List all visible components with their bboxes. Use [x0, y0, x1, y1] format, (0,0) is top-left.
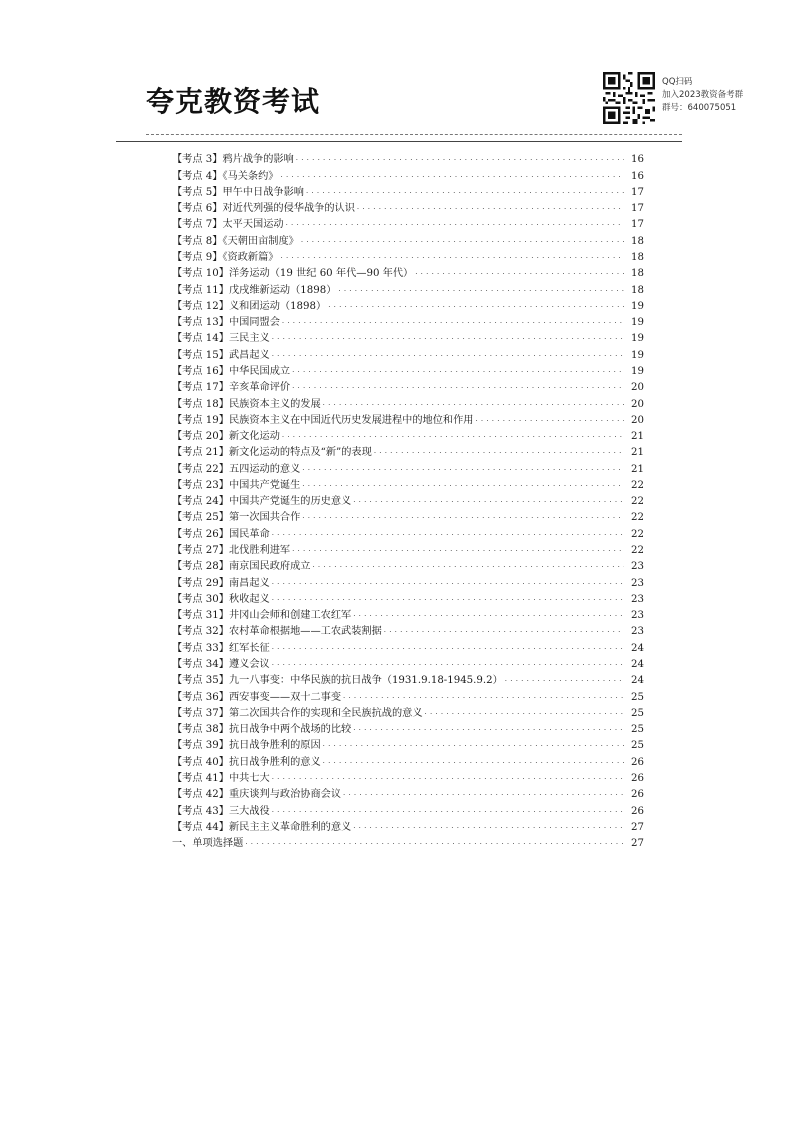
- toc-entry-label: 【考点 14】三民主义: [172, 333, 270, 345]
- toc-entry-page: 23: [631, 610, 644, 622]
- qr-scan-label: QQ扫码: [662, 77, 693, 87]
- toc-entry[interactable]: [172, 149, 644, 165]
- toc-entry[interactable]: [172, 279, 644, 295]
- toc-entry-label: 【考点 34】遵义会议: [172, 659, 270, 670]
- toc-entry[interactable]: [172, 768, 644, 784]
- toc-entry-page: 17: [631, 203, 644, 215]
- toc-entry-page: 25: [631, 740, 644, 752]
- toc-entry-label: 【考点 5】甲午中日战争影响: [172, 186, 304, 198]
- toc-entry-page: 24: [631, 675, 644, 687]
- toc-entry-page: 19: [631, 333, 644, 345]
- toc-entry-page: 22: [631, 545, 644, 557]
- toc-leader-dots: [301, 234, 624, 246]
- toc-entry[interactable]: [172, 165, 644, 181]
- toc-entry[interactable]: [172, 198, 644, 214]
- toc-entry-page: 25: [631, 691, 644, 703]
- toc-entry[interactable]: [172, 230, 644, 246]
- toc-entry-page: 24: [631, 659, 644, 670]
- toc-entry-page: 23: [631, 593, 644, 605]
- table-of-contents: [172, 149, 644, 849]
- toc-entry[interactable]: [172, 637, 644, 653]
- toc-entry[interactable]: [172, 361, 644, 377]
- toc-entry-label: 【考点 23】中国共产党诞生: [172, 479, 301, 491]
- toc-entry[interactable]: [172, 833, 644, 849]
- toc-leader-dots: [312, 559, 624, 571]
- toc-leader-dots: [323, 397, 624, 409]
- toc-leader-dots: [292, 364, 624, 376]
- toc-entry-label: 【考点 39】抗日战争胜利的原因: [172, 740, 321, 752]
- toc-leader-dots: [272, 348, 624, 360]
- toc-entry-page: 23: [631, 626, 644, 638]
- toc-entry-label: 【考点 25】第一次国共合作: [172, 512, 301, 524]
- toc-entry-label: 【考点 9】《资政新篇》: [172, 251, 279, 263]
- toc-entry[interactable]: [172, 523, 644, 539]
- toc-entry-label: 【考点 3】鸦片战争的影响: [172, 154, 294, 166]
- header-divider: [116, 141, 682, 142]
- toc-entry-page: 16: [631, 170, 644, 182]
- toc-entry[interactable]: [172, 670, 644, 686]
- toc-leader-dots: [425, 706, 624, 718]
- toc-entry[interactable]: [172, 182, 644, 198]
- header-divider-dashed: [146, 134, 682, 135]
- toc-entry[interactable]: [172, 621, 644, 637]
- toc-leader-dots: [245, 836, 624, 848]
- toc-entry[interactable]: [172, 328, 644, 344]
- toc-entry-page: 22: [631, 496, 644, 508]
- toc-entry-page: 22: [631, 528, 644, 540]
- toc-entry[interactable]: [172, 214, 644, 230]
- toc-leader-dots: [292, 380, 624, 392]
- toc-leader-dots: [374, 445, 624, 457]
- toc-entry-label: 【考点 17】辛亥革命评价: [172, 382, 291, 394]
- toc-entry-page: 19: [631, 317, 644, 329]
- toc-entry[interactable]: [172, 344, 644, 360]
- toc-leader-dots: [323, 738, 624, 750]
- toc-entry-page: 19: [631, 300, 644, 312]
- toc-leader-dots: [475, 413, 624, 425]
- toc-entry-page: 17: [631, 219, 644, 231]
- toc-leader-dots: [286, 217, 624, 229]
- toc-leader-dots: [272, 771, 624, 783]
- toc-entry-page: 26: [631, 789, 644, 801]
- toc-entry-page: 21: [631, 463, 644, 475]
- toc-entry-label: 一、单项选择题: [172, 838, 244, 850]
- toc-entry-page: 21: [631, 431, 644, 443]
- toc-entry-label: 【考点 16】中华民国成立: [172, 365, 291, 377]
- toc-entry[interactable]: [172, 426, 644, 442]
- toc-entry[interactable]: [172, 377, 644, 393]
- toc-entry[interactable]: [172, 540, 644, 556]
- toc-entry-label: 【考点 4】《马关条约》: [172, 170, 279, 182]
- toc-entry-page: 25: [631, 707, 644, 719]
- toc-entry-page: 23: [631, 561, 644, 573]
- toc-entry-label: 【考点 10】洋务运动（19 世纪 60 年代—90 年代）: [172, 268, 414, 280]
- toc-leader-dots: [353, 608, 624, 620]
- toc-entry[interactable]: [172, 442, 644, 458]
- toc-entry[interactable]: [172, 735, 644, 751]
- toc-leader-dots: [343, 690, 624, 702]
- toc-leader-dots: [296, 152, 624, 164]
- toc-entry-page: 21: [631, 447, 644, 459]
- toc-entry-page: 19: [631, 365, 644, 377]
- toc-entry[interactable]: [172, 410, 644, 426]
- toc-leader-dots: [384, 624, 624, 636]
- toc-leader-dots: [272, 804, 624, 816]
- toc-entry-page: 24: [631, 642, 644, 654]
- toc-entry-label: 【考点 43】三大战役: [172, 805, 270, 817]
- toc-entry[interactable]: [172, 556, 644, 572]
- toc-entry-page: 18: [631, 284, 644, 296]
- toc-entry-label: 【考点 40】抗日战争胜利的意义: [172, 756, 321, 768]
- toc-entry[interactable]: [172, 719, 644, 735]
- toc-leader-dots: [302, 478, 624, 490]
- toc-entry-page: 18: [631, 235, 644, 247]
- toc-entry-page: 27: [631, 821, 644, 833]
- toc-entry-label: 【考点 37】第二次国共合作的实现和全民族抗战的意义: [172, 707, 423, 719]
- toc-entry[interactable]: [172, 817, 644, 833]
- toc-entry-label: 【考点 33】红军长征: [172, 642, 270, 654]
- toc-leader-dots: [292, 543, 624, 555]
- brand-title: 夸克教资考试: [146, 85, 321, 118]
- toc-entry-page: 26: [631, 756, 644, 768]
- toc-entry[interactable]: [172, 312, 644, 328]
- toc-entry[interactable]: [172, 296, 644, 312]
- toc-entry-page: 17: [631, 186, 644, 198]
- toc-entry-label: 【考点 35】九一八事变：中华民族的抗日战争（1931.9.18-1945.9.2）: [172, 675, 503, 687]
- toc-entry[interactable]: [172, 507, 644, 523]
- toc-entry-label: 【考点 38】抗日战争中两个战场的比较: [172, 724, 352, 736]
- toc-leader-dots: [343, 787, 624, 799]
- toc-leader-dots: [353, 722, 624, 734]
- qr-info: [662, 76, 743, 115]
- toc-entry[interactable]: [172, 458, 644, 474]
- toc-entry-label: 【考点 6】对近代列强的侵华战争的认识: [172, 203, 355, 215]
- toc-leader-dots: [415, 266, 624, 278]
- toc-entry-label: 【考点 12】义和团运动（1898）: [172, 300, 327, 312]
- qr-code-icon: [603, 72, 655, 124]
- toc-entry[interactable]: [172, 654, 644, 670]
- toc-entry[interactable]: [172, 393, 644, 409]
- toc-leader-dots: [272, 592, 624, 604]
- toc-entry-label: 【考点 44】新民主主义革命胜利的意义: [172, 821, 352, 833]
- toc-entry-label: 【考点 8】《天朝田亩制度》: [172, 235, 299, 247]
- toc-entry-label: 【考点 32】农村革命根据地——工农武装割据: [172, 626, 382, 638]
- toc-entry[interactable]: [172, 491, 644, 507]
- toc-leader-dots: [272, 331, 624, 343]
- toc-leader-dots: [272, 641, 624, 653]
- toc-entry-page: 22: [631, 479, 644, 491]
- toc-leader-dots: [282, 315, 624, 327]
- toc-leader-dots: [306, 185, 624, 197]
- toc-entry-page: 26: [631, 772, 644, 784]
- toc-leader-dots: [353, 820, 624, 832]
- toc-entry-page: 27: [631, 838, 644, 850]
- toc-entry-page: 20: [631, 398, 644, 410]
- toc-entry-page: 18: [631, 268, 644, 280]
- toc-entry[interactable]: [172, 784, 644, 800]
- toc-entry-label: 【考点 22】五四运动的意义: [172, 463, 301, 475]
- toc-entry-label: 【考点 26】国民革命: [172, 528, 270, 540]
- toc-entry-label: 【考点 29】南昌起义: [172, 577, 270, 589]
- toc-leader-dots: [328, 299, 624, 311]
- toc-leader-dots: [302, 462, 624, 474]
- toc-entry-label: 【考点 36】西安事变——双十二事变: [172, 691, 342, 703]
- toc-entry-page: 23: [631, 577, 644, 589]
- toc-leader-dots: [272, 527, 624, 539]
- toc-entry-label: 【考点 21】新文化运动的特点及“新”的表现: [172, 447, 372, 459]
- toc-leader-dots: [338, 283, 624, 295]
- toc-entry-label: 【考点 31】井冈山会师和创建工农红军: [172, 610, 352, 622]
- toc-entry[interactable]: [172, 605, 644, 621]
- toc-entry-page: 19: [631, 349, 644, 361]
- toc-leader-dots: [272, 657, 624, 669]
- toc-leader-dots: [281, 250, 625, 262]
- toc-entry-label: 【考点 24】中国共产党诞生的历史意义: [172, 496, 352, 508]
- toc-leader-dots: [272, 576, 624, 588]
- toc-entry-label: 【考点 30】秋收起义: [172, 593, 270, 605]
- toc-entry[interactable]: [172, 800, 644, 816]
- toc-entry[interactable]: [172, 686, 644, 702]
- qr-join-label: 加入2023教资备考群: [662, 90, 744, 100]
- toc-leader-dots: [357, 201, 624, 213]
- toc-entry[interactable]: [172, 589, 644, 605]
- toc-entry[interactable]: [172, 247, 644, 263]
- toc-leader-dots: [323, 755, 624, 767]
- toc-leader-dots: [282, 429, 624, 441]
- toc-entry[interactable]: [172, 475, 644, 491]
- toc-entry-page: 20: [631, 414, 644, 426]
- toc-entry[interactable]: [172, 263, 644, 279]
- toc-leader-dots: [505, 673, 624, 685]
- toc-entry-label: 【考点 7】太平天国运动: [172, 219, 284, 231]
- toc-entry-label: 【考点 27】北伐胜利进军: [172, 545, 291, 557]
- toc-entry[interactable]: [172, 751, 644, 767]
- toc-entry-label: 【考点 13】中国同盟会: [172, 317, 280, 329]
- toc-entry-label: 【考点 20】新文化运动: [172, 431, 280, 443]
- toc-entry-label: 【考点 11】戊戌维新运动（1898）: [172, 284, 337, 296]
- toc-entry-page: 20: [631, 382, 644, 394]
- toc-leader-dots: [302, 510, 624, 522]
- toc-entry-label: 【考点 18】民族资本主义的发展: [172, 398, 321, 410]
- toc-entry-page: 18: [631, 251, 644, 263]
- toc-leader-dots: [353, 494, 624, 506]
- toc-entry[interactable]: [172, 703, 644, 719]
- toc-entry-label: 【考点 28】南京国民政府成立: [172, 561, 311, 573]
- qr-group-number: 群号：640075051: [662, 103, 737, 113]
- toc-entry-page: 16: [631, 154, 644, 166]
- toc-entry-label: 【考点 41】中共七大: [172, 772, 270, 784]
- toc-entry-page: 25: [631, 724, 644, 736]
- toc-entry-page: 22: [631, 512, 644, 524]
- toc-entry-page: 26: [631, 805, 644, 817]
- toc-entry[interactable]: [172, 572, 644, 588]
- toc-entry-label: 【考点 42】重庆谈判与政治协商会议: [172, 789, 342, 801]
- toc-entry-label: 【考点 19】民族资本主义在中国近代历史发展进程中的地位和作用: [172, 414, 474, 426]
- toc-leader-dots: [281, 169, 625, 181]
- toc-entry-label: 【考点 15】武昌起义: [172, 349, 270, 361]
